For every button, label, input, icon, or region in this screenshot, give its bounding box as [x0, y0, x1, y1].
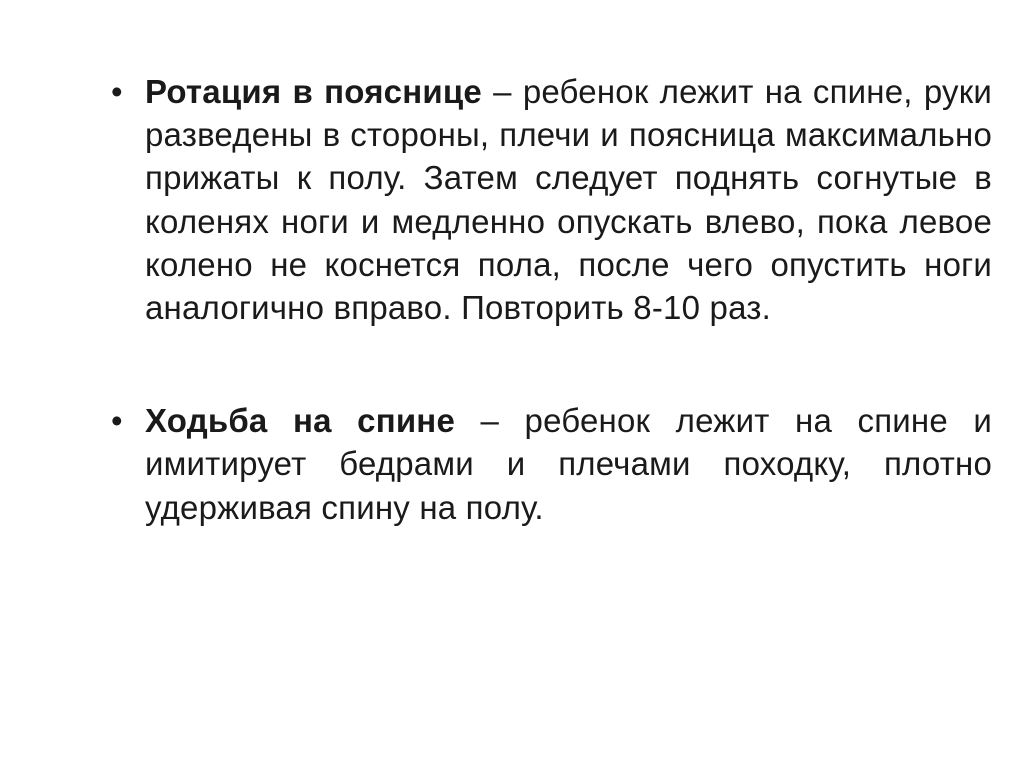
bullet-term: Ходьба на спине: [145, 402, 455, 440]
bullet-marker: •: [111, 73, 123, 110]
bullet-marker: •: [111, 402, 123, 440]
bullet-term: Ротация в пояснице: [145, 73, 482, 110]
bullet-text: – ребенок лежит на спине и имитирует бедрами и плечами походку, плотно удерживая спину на полу.: [145, 402, 992, 526]
bullet-text: – ребенок лежит на спине, руки разведены в стороны, плечи и поясница максимально прижаты к полу. Затем следует поднять согнутые в коленях ноги и медленно опускать влево, пока левое колено не коснется пола, после чего опустить ноги аналогично вправо. Повторить 8-10 раз.: [145, 73, 992, 327]
bullet-item-rotation: [111, 70, 992, 329]
bullet-item-walking: [111, 399, 992, 529]
slide-content: [111, 70, 992, 529]
